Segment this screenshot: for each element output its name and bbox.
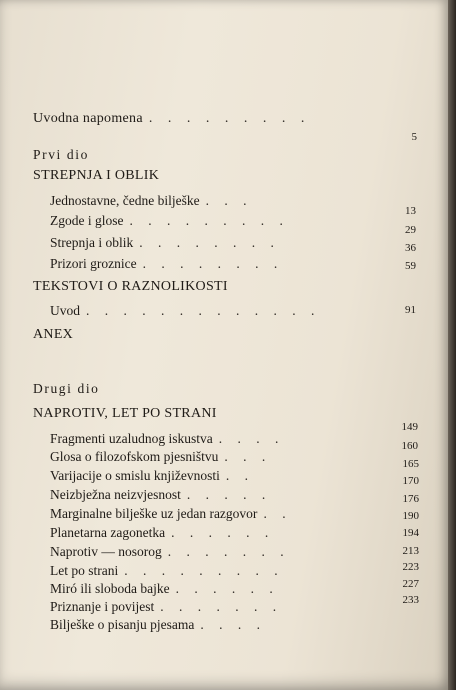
page-number: 223	[402, 561, 419, 573]
toc-entry	[50, 256, 283, 272]
page-number: 149	[401, 421, 418, 433]
toc-leader-dots: . . . . . . . .	[139, 235, 280, 250]
toc-entry-title: Glosa o filozofskom pjesništvu	[50, 449, 219, 464]
page-number: 13	[405, 205, 416, 217]
toc-entry	[50, 563, 284, 579]
chapter-heading-text: ANEX	[33, 327, 74, 342]
toc-leader-dots: . .	[225, 468, 254, 483]
toc-leader-dots: . . . . . .	[175, 581, 279, 596]
page-number: 233	[402, 594, 419, 606]
chapter-heading-text: NAPROTIV, LET PO STRANI	[33, 406, 217, 421]
toc-entry-title: Strepnja i oblik	[50, 235, 134, 250]
toc-entry-title: Bilješke o pisanju pjesama	[50, 617, 195, 632]
toc-entry-title: Priznanje i povijest	[50, 599, 155, 614]
toc-leader-dots: . . . . . . .	[160, 599, 283, 614]
toc-leader-dots: . . . . . . .	[167, 544, 290, 559]
toc-leader-dots: . . . . . . . . .	[129, 213, 289, 228]
chapter-heading-strepnja-i-oblik	[33, 168, 159, 184]
section-heading-drugi-dio	[33, 381, 100, 397]
toc-entry-title: Uvod	[50, 303, 80, 318]
page-number: 160	[401, 440, 418, 452]
toc-entry	[50, 431, 284, 447]
toc-entry	[50, 303, 320, 319]
page-number: 59	[405, 260, 416, 272]
toc-entry-title: Naprotiv — nosorog	[50, 544, 162, 559]
toc-entry-title: Zgode i glose	[50, 213, 124, 228]
toc-entry	[50, 544, 290, 560]
toc-leader-dots: . . . . . .	[171, 525, 275, 540]
toc-entry-title: Marginalne bilješke uz jedan razgovor	[50, 506, 258, 521]
toc-entry	[50, 213, 289, 229]
toc-entry-title: Miró ili sloboda bajke	[50, 581, 170, 596]
section-heading-prvi-dio	[33, 147, 89, 163]
toc-entry	[50, 599, 282, 615]
page-number: 176	[402, 493, 419, 505]
page-number: 36	[405, 242, 416, 254]
page-number: 213	[402, 545, 419, 557]
toc-entry	[50, 468, 254, 484]
toc-entry-title: Planetarna zagonetka	[50, 525, 166, 540]
toc-entry	[50, 235, 280, 251]
toc-leader-dots: . . . . . . . .	[142, 256, 284, 271]
page-number: 29	[405, 224, 416, 236]
toc-entry-title: Fragmenti uzaludnog iskustva	[50, 431, 213, 446]
toc-entry	[50, 617, 266, 633]
toc-entry-title: Jednostavne, čedne bilješke	[50, 193, 200, 208]
toc-entry	[50, 506, 292, 522]
toc-leader-dots: . . . . . . . . .	[148, 111, 311, 126]
page-number: 227	[402, 578, 419, 590]
toc-leader-dots: . . . . . . . . . . . . .	[86, 303, 321, 318]
toc-leader-dots: . . . .	[200, 617, 266, 632]
toc-entry-title: Prizori groznice	[50, 256, 137, 271]
chapter-heading-text: STREPNJA I OBLIK	[33, 168, 160, 183]
toc-entry-title: Neizbježna neizvjesnost	[50, 487, 181, 502]
toc-leader-dots: . . .	[205, 193, 253, 208]
toc-entry-uvodna-napomena	[33, 111, 310, 127]
section-heading-text: Drugi dio	[33, 381, 100, 396]
toc-entry-title: Let po strani	[50, 563, 119, 578]
chapter-heading-tekstovi-o-raznolikosti	[33, 279, 228, 295]
toc-leader-dots: . . . . . . . . .	[124, 563, 284, 578]
toc-entry	[50, 487, 271, 503]
page-number: 170	[402, 475, 419, 487]
toc-entry	[50, 581, 279, 597]
toc-entry	[50, 525, 274, 541]
toc-leader-dots: . . . .	[218, 431, 285, 446]
page-number: 5	[411, 131, 417, 143]
page-number: 91	[405, 304, 416, 316]
toc-entry-title: Uvodna napomena	[33, 111, 143, 126]
toc-leader-dots: . . .	[224, 449, 272, 464]
page-number: 194	[402, 527, 419, 539]
page-edge-shadow	[448, 0, 456, 690]
toc-entry-title: Varijacije o smislu književnosti	[50, 468, 220, 483]
chapter-heading-naprotiv-let-po-strani	[33, 406, 217, 422]
section-heading-text: Prvi dio	[33, 147, 89, 162]
page-number: 165	[402, 458, 419, 470]
chapter-heading-anex	[33, 327, 73, 343]
toc-entry	[50, 193, 252, 209]
toc-leader-dots: . . . . .	[186, 487, 272, 502]
chapter-heading-text: TEKSTOVI O RAZNOLIKOSTI	[33, 279, 228, 294]
toc-entry	[50, 449, 271, 465]
toc-leader-dots: . .	[263, 506, 292, 521]
page-number: 190	[402, 510, 419, 522]
